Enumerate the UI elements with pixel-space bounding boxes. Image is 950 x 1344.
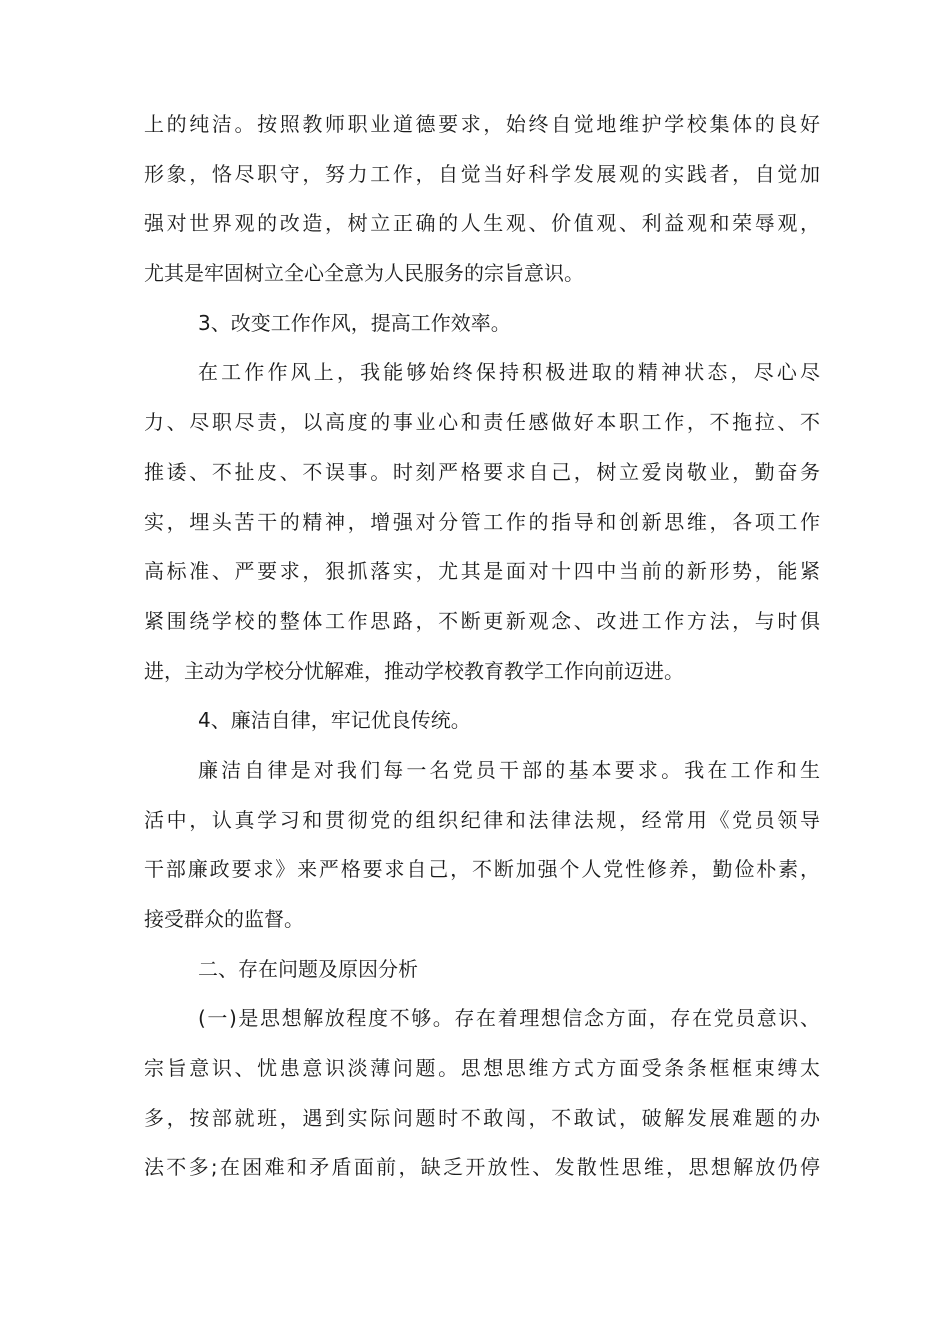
text-line: 推诿、不扯皮、不误事。时刻严格要求自己，树立爱岗敬业，勤奋务 bbox=[144, 459, 820, 484]
text-line: 实，埋头苦干的精神，增强对分管工作的指导和创新思维，各项工作 bbox=[144, 509, 820, 534]
text-line: 4、廉洁自律，牢记优良传统。 bbox=[198, 708, 471, 733]
document-body bbox=[144, 100, 820, 1193]
text-line: 在工作作风上，我能够始终保持积极进取的精神状态，尽心尽 bbox=[198, 360, 820, 385]
text-line: 形象，恪尽职守，努力工作，自觉当好科学发展观的实践者，自觉加 bbox=[144, 161, 820, 186]
text-line: 廉洁自律是对我们每一名党员干部的基本要求。我在工作和生 bbox=[198, 757, 820, 782]
text-line: 力、尽职尽责，以高度的事业心和责任感做好本职工作，不拖拉、不 bbox=[144, 410, 820, 435]
text-line: 二、存在问题及原因分析 bbox=[198, 956, 418, 981]
text-line: 活中，认真学习和贯彻党的组织纪律和法律法规，经常用《党员领导 bbox=[144, 807, 820, 832]
text-line: 干部廉政要求》来严格要求自己，不断加强个人党性修养，勤俭朴素， bbox=[144, 857, 820, 882]
text-line: 紧围绕学校的整体工作思路，不断更新观念、改进工作方法，与时俱 bbox=[144, 608, 820, 633]
text-line: 尤其是牢固树立全心全意为人民服务的宗旨意识。 bbox=[144, 261, 584, 286]
text-line: 高标准、严要求，狠抓落实，尤其是面对十四中当前的新形势，能紧 bbox=[144, 559, 820, 584]
text-line: 宗旨意识、忧患意识淡薄问题。思想思维方式方面受条条框框束缚太 bbox=[144, 1056, 820, 1081]
text-line: 强对世界观的改造，树立正确的人生观、价值观、利益观和荣辱观， bbox=[144, 211, 820, 236]
text-line: 多，按部就班，遇到实际问题时不敢闯，不敢试，破解发展难题的办 bbox=[144, 1105, 820, 1130]
text-line: 3、改变工作作风，提高工作效率。 bbox=[198, 310, 511, 335]
text-line: 进，主动为学校分忧解难，推动学校教育教学工作向前迈进。 bbox=[144, 658, 684, 683]
text-line: 接受群众的监督。 bbox=[144, 907, 304, 931]
text-line: 法不多;在困难和矛盾面前，缺乏开放性、发散性思维，思想解放仍停 bbox=[144, 1155, 820, 1180]
text-line: (一)是思想解放程度不够。存在着理想信念方面，存在党员意识、 bbox=[198, 1006, 820, 1031]
text-line: 上的纯洁。按照教师职业道德要求，始终自觉地维护学校集体的良好 bbox=[144, 112, 820, 136]
